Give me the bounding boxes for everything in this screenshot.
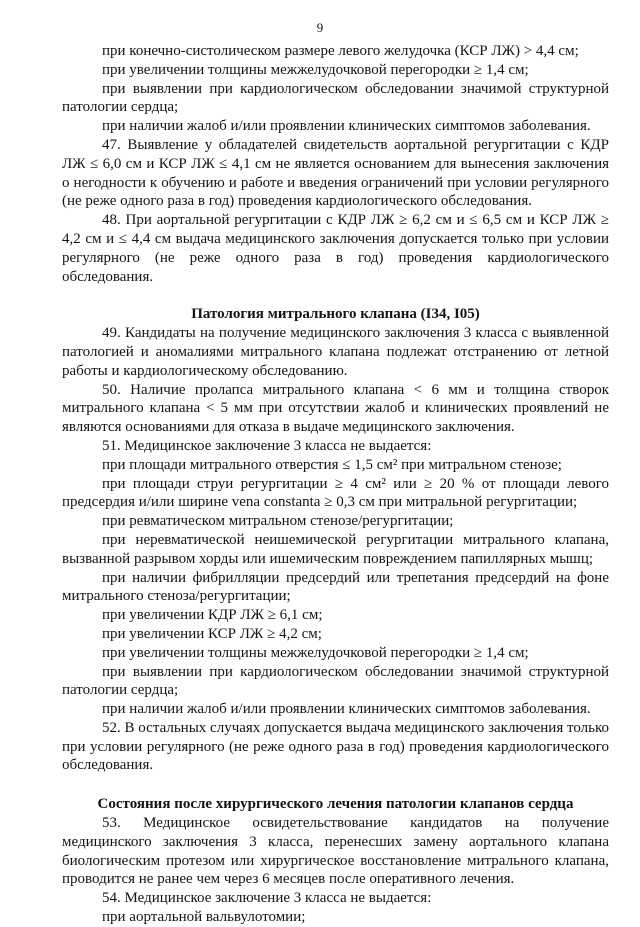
list-item: при неревматической неишемической регургитации митрального клапана, вызванной разрывом хорды или ишемическим повреждением папиллярных мышц; bbox=[62, 531, 609, 567]
paragraph-52: 52. В остальных случаях допускается выдача медицинского заключения только при условии регулярного (не реже одного раза в год) проведения кардиологического обследования. bbox=[62, 719, 609, 774]
paragraph-septum: при увеличении толщины межжелудочковой перегородки ≥ 1,4 см; bbox=[102, 61, 529, 78]
paragraph-structural-pathology: при выявлении при кардиологическом обследовании значимой структурной патологии сердца; bbox=[62, 80, 609, 116]
paragraph-complaints: при наличии жалоб и/или проявлении клинических симптомов заболевания. bbox=[102, 118, 591, 135]
list-item: при увеличении КСР ЛЖ ≥ 4,2 см; bbox=[102, 625, 322, 642]
list-item: при аортальной вальвулотомии; bbox=[102, 909, 306, 926]
section-heading-surgery: Состояния после хирургического лечения патологии клапанов сердца bbox=[97, 796, 574, 813]
list-item: при выявлении при кардиологическом обследовании значимой структурной патологии сердца; bbox=[62, 663, 609, 699]
list-item: при ревматическом митральном стенозе/регургитации; bbox=[102, 513, 454, 530]
list-item: при увеличении КДР ЛЖ ≥ 6,1 см; bbox=[102, 607, 323, 624]
list-item: при наличии фибрилляции предсердий или трепетания предсердий на фоне митрального стеноза/регургитации; bbox=[62, 569, 609, 605]
page-number: 9 bbox=[316, 20, 324, 35]
paragraph-47: 47. Выявление у обладателей свидетельств аортальной регургитации с КДР ЛЖ ≤ 6,0 см и КСР ЛЖ ≤ 4,1 см не является основанием для вынесения заключения о негодности к обучению и работе и введения ограничений при условии регулярного (не реже одного раза в год) проведения кардиологического обследования. bbox=[62, 136, 609, 210]
document-body bbox=[62, 42, 609, 927]
paragraph-50: 50. Наличие пролапса митрального клапана < 6 мм и толщина створок митрального клапана < 5 мм при отсутствии жалоб и клинических проявлений не являются основаниями для отказа в выдаче медицинского заключения. bbox=[62, 381, 609, 436]
paragraph-49: 49. Кандидаты на получение медицинского заключения 3 класса с выявленной патологией и аномалиями митрального клапана подлежат отстранению от летной работы и кардиологическому обследованию. bbox=[62, 325, 609, 379]
list-item: при увеличении толщины межжелудочковой перегородки ≥ 1,4 см; bbox=[102, 644, 529, 661]
paragraph-51: 51. Медицинское заключение 3 класса не выдается: bbox=[102, 437, 432, 454]
paragraph-48: 48. При аортальной регургитации с КДР ЛЖ ≥ 6,2 см и ≤ 6,5 см и КСР ЛЖ ≥ 4,2 см и ≤ 4,4 см выдача медицинского заключения допускается только при условии регулярного (не реже одного раза в год) проведения кардиологического обследования. bbox=[62, 212, 609, 285]
list-item: при наличии жалоб и/или проявлении клинических симптомов заболевания. bbox=[102, 701, 591, 718]
section-heading-mitral: Патология митрального клапана (I34, I05) bbox=[191, 306, 480, 323]
list-item: при площади струи регургитации ≥ 4 см² или ≥ 20 % от площади левого предсердия и/или ширине vena constanta ≥ 0,3 см при митральной регургитации; bbox=[62, 475, 609, 511]
paragraph-lvesd: при конечно-систолическом размере левого желудочка (КСР ЛЖ) > 4,4 см; bbox=[102, 43, 579, 59]
paragraph-54: 54. Медицинское заключение 3 класса не выдается: bbox=[102, 890, 432, 907]
paragraph-53: 53. Медицинское освидетельствование кандидатов на получение медицинского заключения 3 класса, перенесших замену аортального клапана биологическим протезом или хирургическое восстановление митрального клапана, проводится не ранее чем через 6 месяцев после оперативного лечения. bbox=[62, 815, 609, 888]
list-item: при площади митрального отверстия ≤ 1,5 см² при митральном стенозе; bbox=[102, 456, 562, 473]
